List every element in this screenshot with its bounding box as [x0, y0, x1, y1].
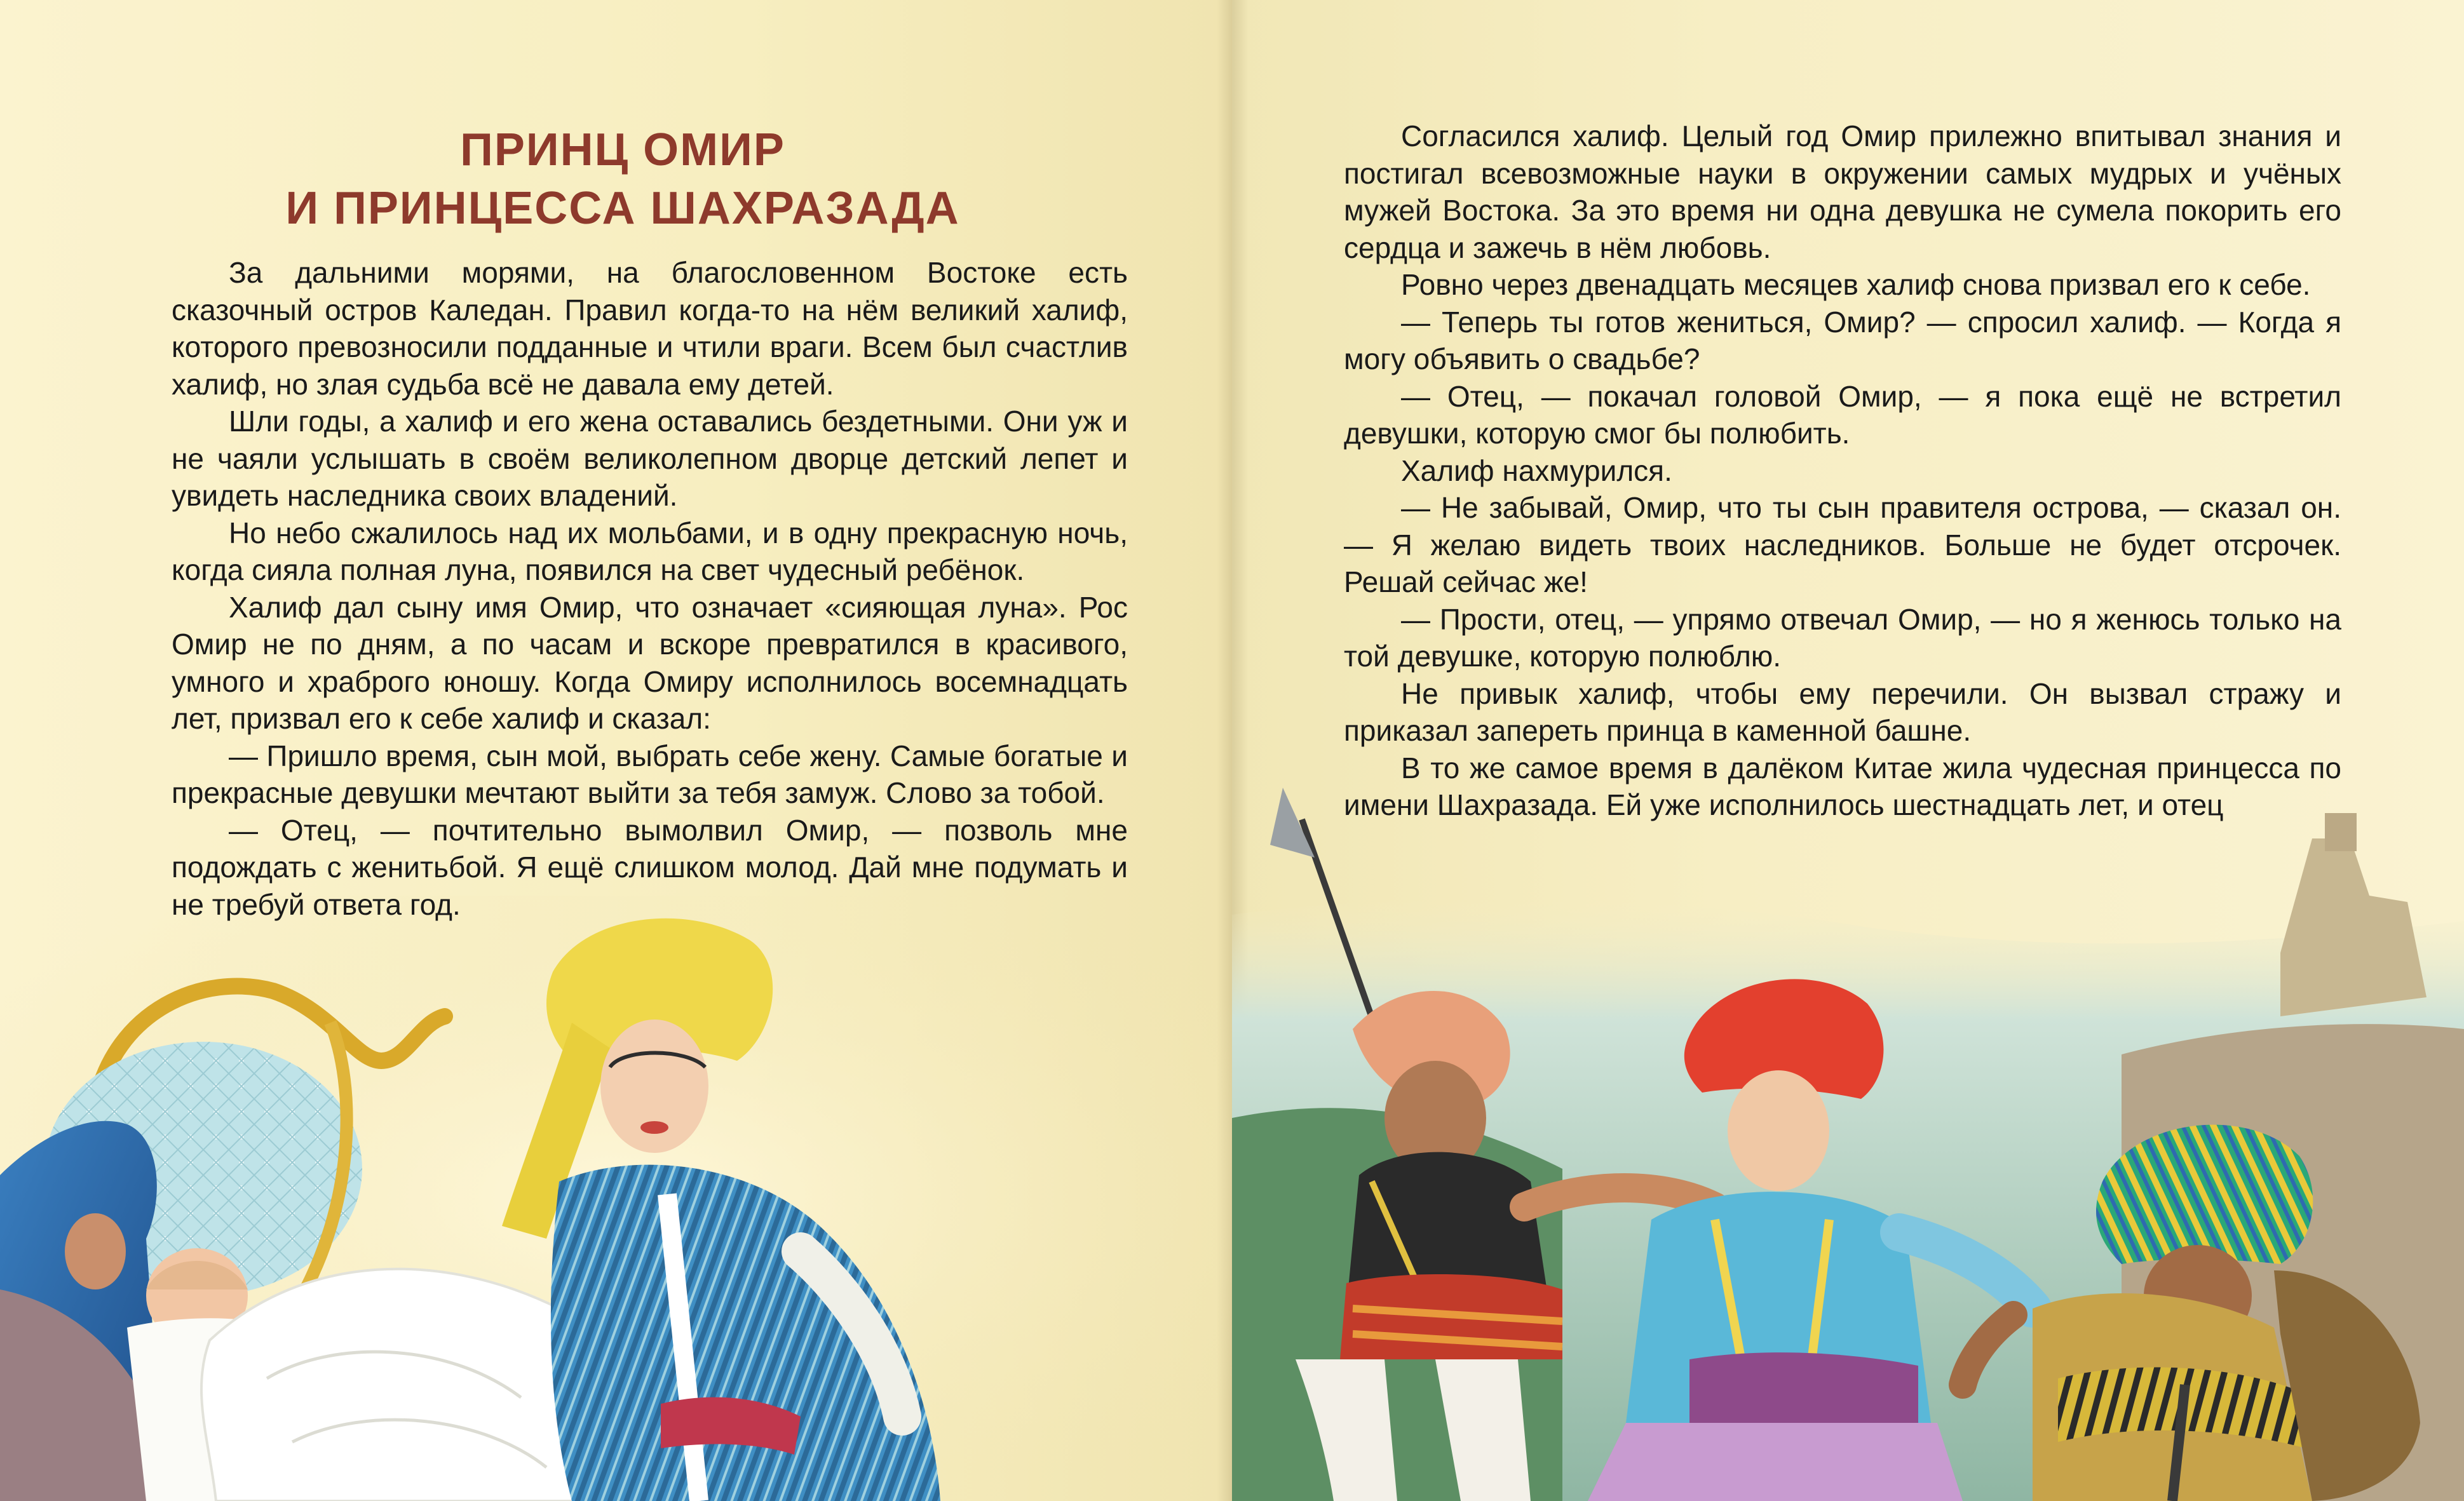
paragraph: Халиф нахмурился. — [1401, 454, 1672, 487]
paragraph: За дальними морями, на благословенном Востоке есть сказочный остров Каледан. Правил когда-то на нём великий халиф, которого превозносили подданные и чтили враги. Всем был счастлив халиф, но злая судьба всё не давала ему детей. — [172, 256, 1128, 401]
paragraph: — Пришло время, сын мой, выбрать себе жену. Самые богатые и прекрасные девушки мечтают выйти за тебя замуж. Слово за тобой. — [172, 739, 1128, 809]
paragraph: — Отец, — почтительно вымолвил Омир, — позволь мне подождать с женитьбой. Я ещё слишком молод. Дай мне подумать и не требуй ответа год. — [172, 813, 1128, 921]
guards-leading-prince-illustration — [1232, 788, 2464, 1501]
left-page-text — [172, 254, 1128, 923]
paragraph: Ровно через двенадцать месяцев халиф снова призвал его к себе. — [1401, 268, 2311, 301]
paragraph: — Не забывай, Омир, что ты сын правителя острова, — сказал он. — Я желаю видеть твоих наследников. Больше не будет отсрочек. Решай сейчас же! — [1344, 491, 2341, 598]
paragraph: Но небо сжалилось над их мольбами, и в одну прекрасную ночь, когда сияла полная луна, появился на свет чудесный ребёнок. — [172, 516, 1128, 586]
story-title-line-2: И ПРИНЦЕССА ШАХРАЗАДА — [285, 183, 960, 234]
right-page-text — [1344, 118, 2341, 824]
paragraph: Халиф дал сыну имя Омир, что означает «сияющая луна». Рос Омир не по дням, а по часам и вскоре превратился в красивого, умного и храброго юношу. Когда Омиру исполнилось восемнадцать лет, призвал его к себе халиф и сказал: — [172, 590, 1128, 735]
paragraph: В то же самое время в далёком Китае жила чудесная принцесса по имени Шахразада. Ей уже исполнилось шестнадцать лет, и отец — [1344, 751, 2341, 821]
paragraph: — Теперь ты готов жениться, Омир? — спросил халиф. — Когда я могу объявить о свадьбе? — [1344, 305, 2341, 375]
paragraph: Шли годы, а халиф и его жена оставались бездетными. Они уж и не чаяли услышать в своём великолепном дворце детский лепет и увидеть наследника своих владений. — [172, 405, 1128, 512]
paragraph: Согласился халиф. Целый год Омир прилежно впитывал знания и постигал всевозможные науки в окружении самых мудрых и учёных мужей Востока. За это время ни одна девушка не сумела покорить его сердца и зажечь в нём любовь. — [1344, 119, 2341, 264]
paragraph: — Отец, — покачал головой Омир, — я пока ещё не встретил девушки, которую смог бы полюбить. — [1344, 379, 2341, 450]
story-title-line-1: ПРИНЦ ОМИР — [460, 125, 785, 175]
nursery-scene-illustration — [0, 896, 1232, 1501]
paragraph: — Прости, отец, — упрямо отвечал Омир, — но я женюсь только на той девушке, которую полюблю. — [1344, 602, 2341, 673]
story-title — [241, 121, 1004, 238]
paragraph: Не привык халиф, чтобы ему перечили. Он вызвал стражу и приказал запереть принца в каменной башне. — [1344, 676, 2341, 747]
